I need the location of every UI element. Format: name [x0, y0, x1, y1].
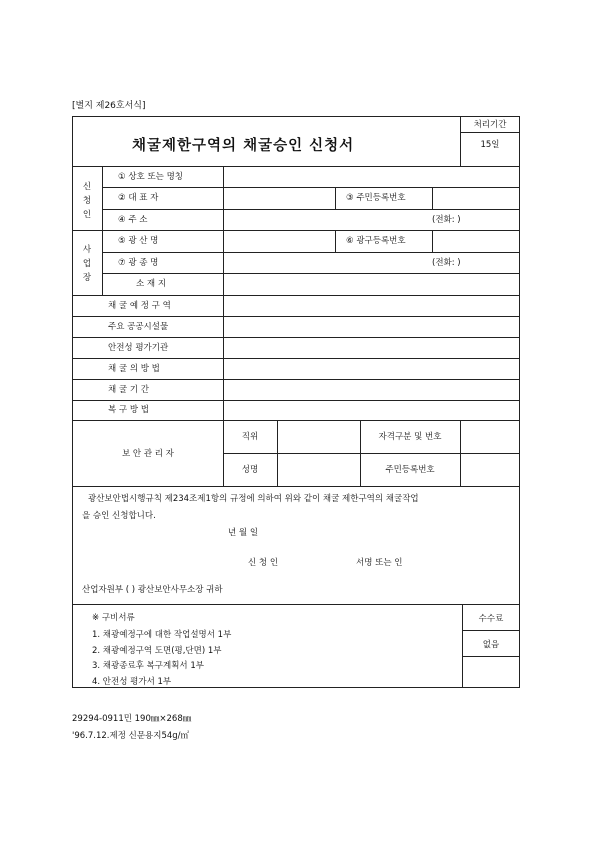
manager-name-label: 성명: [241, 465, 259, 475]
representative-label: ② 대 표 자: [118, 193, 159, 203]
location-label: 소 재 지: [136, 279, 167, 289]
document-item: 4. 안전성 평가서 1부: [92, 677, 172, 687]
mining-period-label: 채 굴 기 간: [108, 385, 149, 395]
site-side-label: 사 업 장: [82, 245, 92, 283]
form-number-label: [별지 제26호서식]: [72, 101, 146, 111]
site-phone-label: (전화: ): [432, 258, 461, 268]
address-label: ④ 주 소: [118, 215, 148, 225]
representative-field[interactable]: [224, 188, 334, 208]
declaration-line-2: 을 승인 신청합니다.: [82, 511, 156, 521]
fee-value: 없음: [482, 640, 500, 650]
declaration-line-1: 광산보안법시행규칙 제234조제1항의 규정에 의하여 위와 같이 채굴 제한구역의 채굴작업: [88, 494, 419, 504]
processing-period-value: 15일: [480, 140, 500, 150]
safety-agency-label: 안전성 평가기관: [108, 343, 169, 353]
mining-registration-field[interactable]: [433, 231, 519, 251]
mineral-type-label: ⑦ 광 종 명: [118, 258, 159, 268]
applicant-side-label: 신 청 인: [82, 182, 92, 220]
footer-note: '96.7.12.제정 신문용지54g/㎡: [72, 731, 190, 741]
manager-name-field[interactable]: [278, 454, 359, 485]
manager-qualification-label: 자격구분 및 번호: [378, 432, 442, 442]
footer-code: 29294-0911민 190㎜×268㎜: [72, 714, 192, 724]
processing-period-label: 처리기간: [473, 120, 507, 130]
manager-position-label: 직위: [241, 432, 259, 442]
planned-mining-area-label: 채 굴 예 정 구 역: [108, 301, 171, 311]
mining-registration-label: ⑥ 광구등록번호: [346, 236, 406, 246]
addressee: 산업자원부 ( ) 광산보안사무소장 귀하: [82, 585, 223, 595]
mining-method-label: 채 굴 의 방 법: [108, 364, 160, 374]
company-name-label: ① 상호 또는 명칭: [118, 172, 183, 182]
address-field[interactable]: [224, 210, 424, 230]
application-date: 년 월 일: [228, 528, 259, 538]
mine-name-label: ⑤ 광 산 명: [118, 236, 159, 246]
security-manager-label: 보 안 관 리 자: [122, 449, 174, 459]
form-title: 채굴제한구역의 채굴승인 신청서: [132, 138, 355, 154]
restoration-method-label: 복 구 방 법: [108, 405, 149, 415]
public-facilities-label: 주요 공공시설물: [108, 322, 169, 332]
manager-position-field[interactable]: [278, 421, 359, 452]
applicant-sign-label: 신 청 인: [248, 558, 279, 568]
mining-period-field[interactable]: [224, 380, 519, 400]
manager-rrn-label: 주민등록번호: [385, 465, 435, 475]
document-item: 3. 채광종료후 복구계획서 1부: [92, 661, 204, 671]
manager-rrn-field[interactable]: [461, 454, 519, 485]
restoration-method-field[interactable]: [224, 401, 519, 420]
planned-mining-area-field[interactable]: [224, 296, 519, 316]
document-item: 2. 채광예정구역 도면(평,단면) 1부: [92, 646, 222, 656]
mineral-type-field[interactable]: [224, 253, 424, 273]
fee-label: 수수료: [478, 614, 504, 624]
safety-agency-field[interactable]: [224, 338, 519, 358]
rrn-field[interactable]: [433, 188, 519, 208]
manager-qualification-field[interactable]: [461, 421, 519, 452]
mining-method-field[interactable]: [224, 359, 519, 379]
company-name-field[interactable]: [224, 167, 519, 187]
applicant-phone-label: (전화: ): [432, 215, 461, 225]
location-field[interactable]: [224, 274, 519, 294]
document-item: 1. 채광예정구에 대한 작업설명서 1부: [92, 630, 232, 640]
signature-label: 서명 또는 인: [356, 558, 403, 568]
public-facilities-field[interactable]: [224, 317, 519, 337]
required-documents-header: ※ 구비서류: [92, 613, 135, 623]
mine-name-field[interactable]: [224, 231, 334, 251]
rrn-label: ③ 주민등록번호: [346, 193, 406, 203]
